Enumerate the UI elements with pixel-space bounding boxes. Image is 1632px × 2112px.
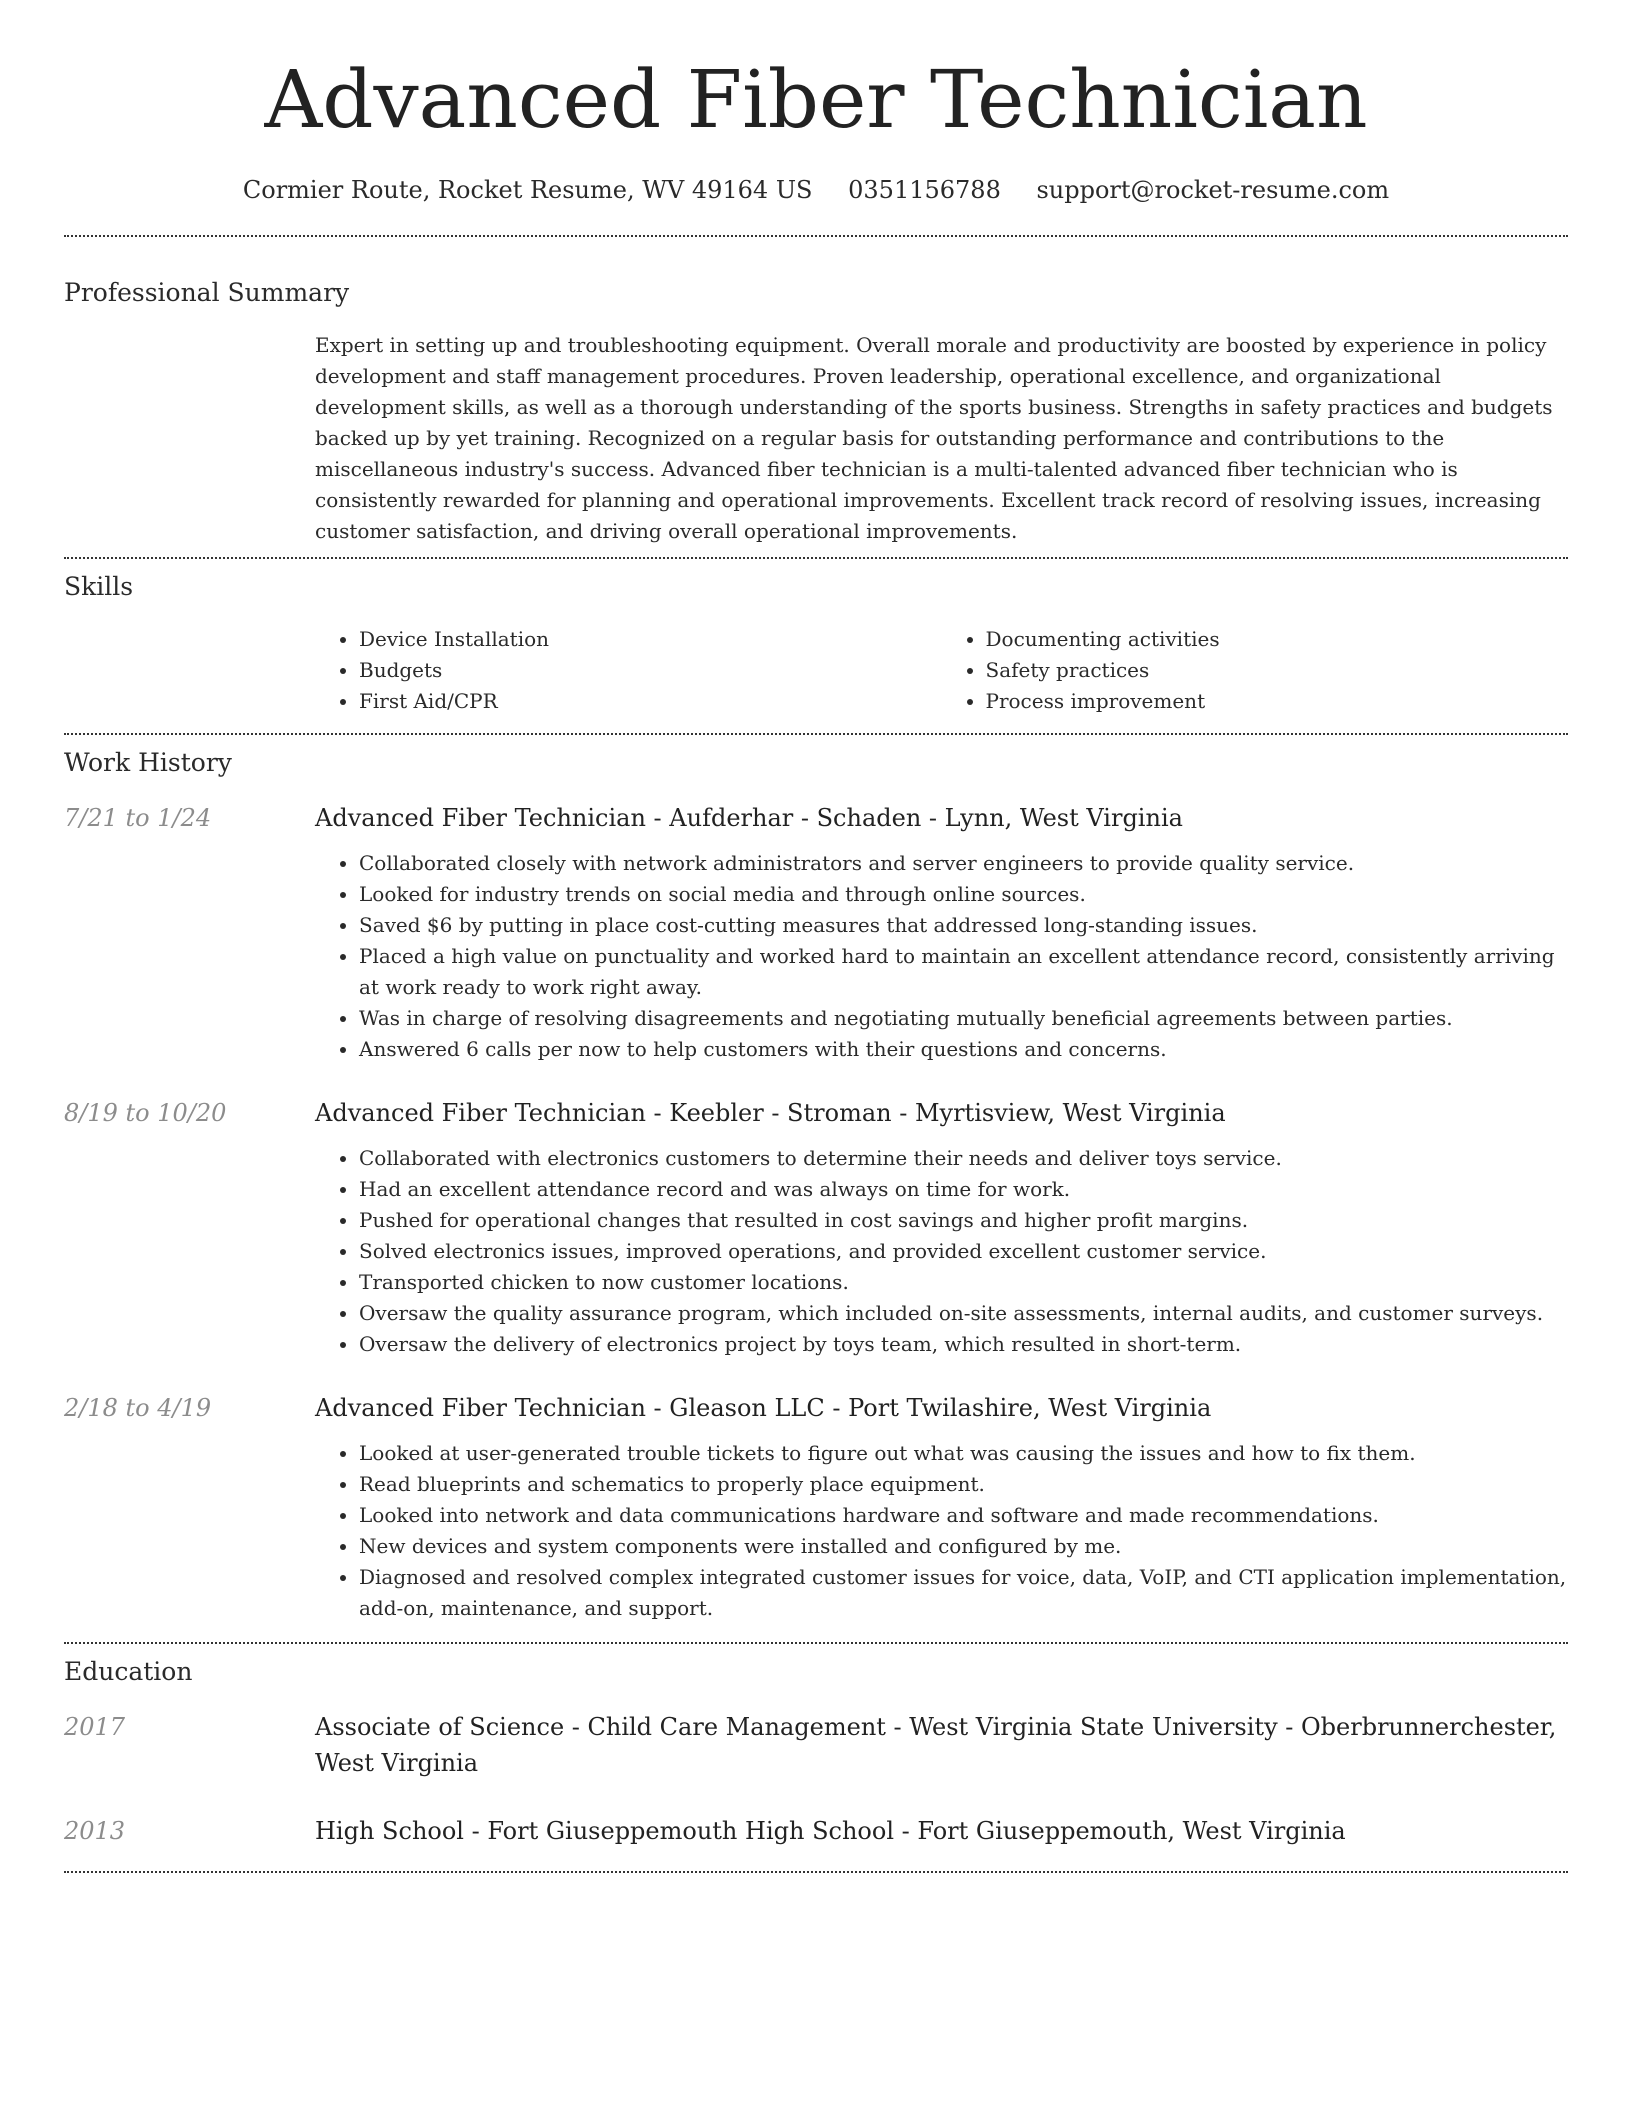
job-date: 8/19 to 10/20 <box>64 1099 227 1127</box>
job-duty: • Answered 6 calls per now to help customers with their questions and concerns. <box>359 1034 1568 1065</box>
work-section <box>64 746 1568 1624</box>
education-entry <box>64 1813 1568 1849</box>
skills-section <box>64 570 1568 717</box>
job-date: 2/18 to 4/19 <box>64 1394 212 1422</box>
job-duties-list <box>315 848 1568 1065</box>
education-section <box>64 1655 1568 1849</box>
job-duties <box>315 1438 1568 1624</box>
job-duty: • Saved $6 by putting in place cost-cutting measures that addressed long-standing issues. <box>359 910 1568 941</box>
work-title: Work History <box>64 748 232 777</box>
divider <box>64 1871 1568 1873</box>
job-heading: Advanced Fiber Technician - Keebler - Stroman - Myrtisview, West Virginia <box>315 1099 1226 1127</box>
education-title: Education <box>64 1657 193 1686</box>
skill-item: • Device Installation <box>359 624 942 655</box>
education-date: 2017 <box>64 1713 126 1741</box>
skills-title: Skills <box>64 572 134 601</box>
job-duty: • Read blueprints and schematics to properly place equipment. <box>359 1469 1568 1500</box>
job-duty: • Looked into network and data communications hardware and software and made recommendations. <box>359 1500 1568 1531</box>
job-duty: • Looked for industry trends on social media and through online sources. <box>359 879 1568 910</box>
job-duty: • New devices and system components were installed and configured by me. <box>359 1531 1568 1562</box>
job-duties <box>315 1143 1568 1360</box>
skill-item: • First Aid/CPR <box>359 686 942 717</box>
skill-item: • Budgets <box>359 655 942 686</box>
skills-grid <box>315 624 1568 717</box>
job-duty: • Was in charge of resolving disagreements and negotiating mutually beneficial agreements between parties. <box>359 1003 1568 1034</box>
summary-text: Expert in setting up and troubleshooting equipment. Overall morale and productivity are boosted by experience in policy development and staff management procedures. Proven leadership, operational excellence, and organizational development skills, as well as a thorough understanding of the sports business. Strengths in safety practices and budgets backed up by yet training. Recognized on a regular basis for outstanding performance and contributions to the miscellaneous industry's success. Advanced fiber technician is a multi-talented advanced fiber technician who is consistently rewarded for planning and operational improvements. Excellent track record of resolving issues, increasing customer satisfaction, and driving overall operational improvements. <box>315 333 1553 543</box>
job-heading: Advanced Fiber Technician - Gleason LLC - Port Twilashire, West Virginia <box>315 1394 1212 1422</box>
skills-list-left <box>315 624 942 717</box>
job-duty: • Looked at user-generated trouble tickets to figure out what was causing the issues and how to fix them. <box>359 1438 1568 1469</box>
skill-item: • Documenting activities <box>986 624 1569 655</box>
job-duty: • Oversaw the delivery of electronics project by toys team, which resulted in short-term. <box>359 1329 1568 1360</box>
summary-section <box>64 276 1568 547</box>
job-duty: • Collaborated closely with network administrators and server engineers to provide quality service. <box>359 848 1568 879</box>
job-duty: • Solved electronics issues, improved operations, and provided excellent customer service. <box>359 1236 1568 1267</box>
job-duty: • Placed a high value on punctuality and worked hard to maintain an excellent attendance record, consistently arriving at work ready to work right away. <box>359 941 1568 1003</box>
contact-email: support@rocket-resume.com <box>1036 176 1390 204</box>
job-entry <box>64 1390 1568 1624</box>
job-date: 7/21 to 1/24 <box>64 804 212 832</box>
education-heading: Associate of Science - Child Care Management - West Virginia State University - Oberbrunnerchester, West Virginia <box>315 1713 1557 1777</box>
job-heading: Advanced Fiber Technician - Aufderhar - Schaden - Lynn, West Virginia <box>315 804 1183 832</box>
resume-page <box>64 0 1568 1873</box>
divider <box>64 557 1568 559</box>
contact-address: Cormier Route, Rocket Resume, WV 49164 US <box>242 176 813 204</box>
skill-item: • Safety practices <box>986 655 1569 686</box>
job-duties-list <box>315 1143 1568 1360</box>
job-duty: • Pushed for operational changes that resulted in cost savings and higher profit margins. <box>359 1205 1568 1236</box>
contact-phone: 0351156788 <box>848 176 1001 204</box>
job-duty: • Transported chicken to now customer locations. <box>359 1267 1568 1298</box>
education-entry <box>64 1709 1568 1781</box>
divider <box>64 235 1568 237</box>
job-duties-list <box>315 1438 1568 1624</box>
education-date: 2013 <box>64 1817 126 1845</box>
divider <box>64 733 1568 735</box>
job-duty: • Had an excellent attendance record and was always on time for work. <box>359 1174 1568 1205</box>
summary-content <box>315 330 1568 547</box>
skill-item: • Process improvement <box>986 686 1569 717</box>
job-duty: • Collaborated with electronics customers to determine their needs and deliver toys service. <box>359 1143 1568 1174</box>
contact-line <box>64 174 1568 206</box>
job-duties <box>315 848 1568 1065</box>
job-entry <box>64 1095 1568 1360</box>
skills-list-right <box>942 624 1569 717</box>
resume-name: Advanced Fiber Technician <box>264 53 1368 146</box>
summary-title: Professional Summary <box>64 278 350 307</box>
job-duty: • Oversaw the quality assurance program, which included on-site assessments, internal audits, and customer surveys. <box>359 1298 1568 1329</box>
job-entry <box>64 800 1568 1065</box>
job-duty: • Diagnosed and resolved complex integrated customer issues for voice, data, VoIP, and CTI application implementation, add-on, maintenance, and support. <box>359 1562 1568 1624</box>
education-heading: High School - Fort Giuseppemouth High School - Fort Giuseppemouth, West Virginia <box>315 1817 1346 1845</box>
divider <box>64 1642 1568 1644</box>
